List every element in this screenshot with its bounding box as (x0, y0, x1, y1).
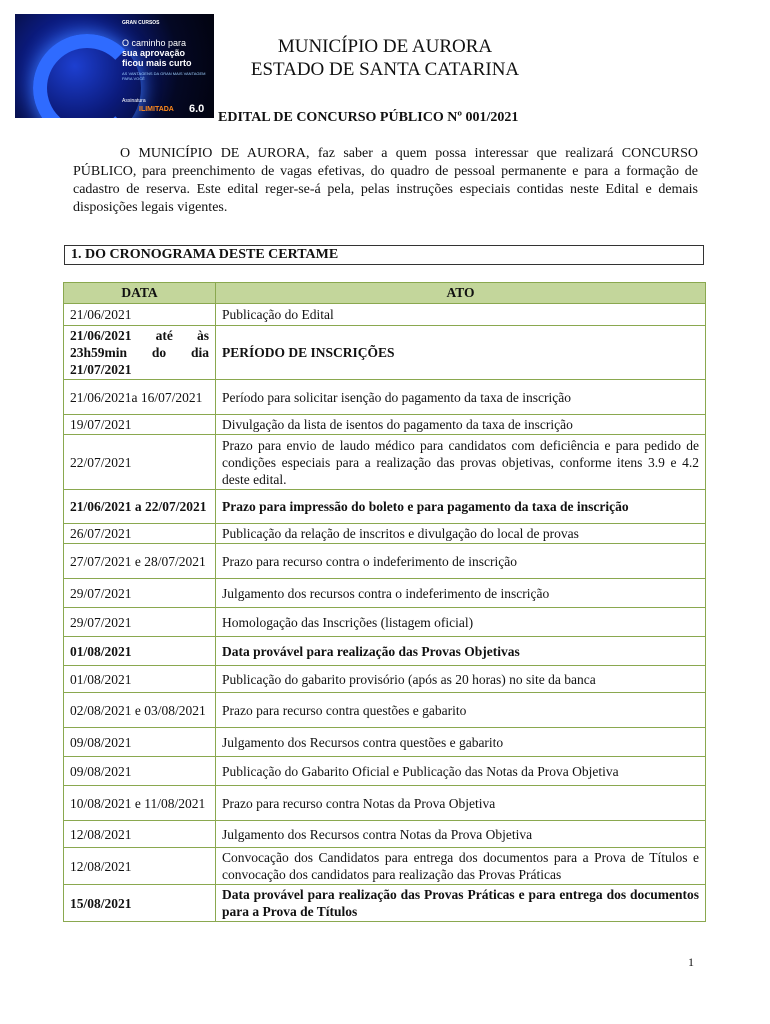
row-act: Julgamento dos recursos contra o indeferimento de inscrição (216, 579, 706, 608)
row-date: 09/08/2021 (64, 757, 216, 786)
row-date: 09/08/2021 (64, 728, 216, 757)
row-act: Julgamento dos Recursos contra Notas da Prova Objetiva (216, 821, 706, 848)
logo-event-line-2: ILIMITADA (139, 106, 174, 113)
row-date: 02/08/2021 e 03/08/2021 (64, 693, 216, 728)
table-row (64, 544, 706, 579)
row-act: Período para solicitar isenção do pagamento da taxa de inscrição (216, 380, 706, 415)
row-act: Prazo para recurso contra questões e gabarito (216, 693, 706, 728)
table-row (64, 304, 706, 326)
row-act: Data provável para realização das Provas Práticas e para entrega dos documentos para a Prova de Títulos (216, 885, 706, 922)
column-header-date: DATA (64, 283, 216, 304)
table-row (64, 608, 706, 637)
table-header-row (64, 283, 706, 304)
row-date: 12/08/2021 (64, 821, 216, 848)
row-act: Prazo para recurso contra Notas da Prova Objetiva (216, 786, 706, 821)
row-act: Publicação do Edital (216, 304, 706, 326)
row-act: Publicação do gabarito provisório (após as 20 horas) no site da banca (216, 666, 706, 693)
table-row (64, 380, 706, 415)
logo-line-3: ficou mais curto (122, 58, 192, 68)
table-row (64, 524, 706, 544)
row-date: 21/06/2021a 16/07/2021 (64, 380, 216, 415)
row-date: 12/08/2021 (64, 848, 216, 885)
logo-brand: GRAN CURSOS (122, 20, 160, 26)
row-act: Prazo para impressão do boleto e para pagamento da taxa de inscrição (216, 490, 706, 524)
logo-line-1: O caminho para (122, 38, 187, 48)
intro-paragraph: O MUNICÍPIO DE AURORA, faz saber a quem possa interessar que realizará CONCURSO PÚBLICO, para preenchimento de vagas efetivas, do quadro de pessoal permanente e para a formação de cadastro de reserva. Este edital reger-se-á pela, pelas instruções especiais contidas neste Edital e demais disposições legais vigentes. (73, 146, 698, 215)
row-date: 01/08/2021 (64, 637, 216, 666)
row-act: Homologação das Inscrições (listagem oficial) (216, 608, 706, 637)
row-date: 27/07/2021 e 28/07/2021 (64, 544, 216, 579)
row-act: Publicação do Gabarito Oficial e Publicação das Notas da Prova Objetiva (216, 757, 706, 786)
schedule-table (63, 282, 706, 922)
table-row (64, 693, 706, 728)
logo-event-line-3: 6.0 (189, 103, 205, 115)
edital-title: EDITAL DE CONCURSO PÚBLICO Nº 001/2021 (218, 110, 519, 125)
table-row (64, 666, 706, 693)
logo-small-text: AS VANTAGENS DA GRAN MAIS VANTAGEM PARA VOCÊ (122, 71, 206, 81)
table-row (64, 415, 706, 435)
row-date: 10/08/2021 e 11/08/2021 (64, 786, 216, 821)
row-act: Convocação dos Candidatos para entrega dos documentos para a Prova de Títulos e convocação dos candidatos para realização das Provas Práticas (216, 848, 706, 885)
table-row (64, 435, 706, 490)
row-date: 26/07/2021 (64, 524, 216, 544)
table-row (64, 490, 706, 524)
row-act: Prazo para envio de laudo médico para candidatos com deficiência e para pedido de condições especiais para a realização das provas objetivas, conforme itens 3.9 e 4.2 deste edital. (216, 435, 706, 490)
section-title: 1. DO CRONOGRAMA DESTE CERTAME (64, 245, 704, 265)
row-date: 29/07/2021 (64, 579, 216, 608)
row-act: Data provável para realização das Provas Objetivas (216, 637, 706, 666)
municipality-title: MUNICÍPIO DE AURORA (277, 36, 493, 57)
row-date: 19/07/2021 (64, 415, 216, 435)
table-row (64, 821, 706, 848)
logo-event-line-1: Assinatura (122, 98, 146, 104)
table-row (64, 579, 706, 608)
row-date: 21/06/2021 até às 23h59min do dia 21/07/2021 (64, 326, 216, 380)
table-row (64, 848, 706, 885)
row-date: 22/07/2021 (64, 435, 216, 490)
row-act: Julgamento dos Recursos contra questões e gabarito (216, 728, 706, 757)
row-act: Divulgação da lista de isentos do pagamento da taxa de inscrição (216, 415, 706, 435)
logo-line-2: sua aprovação (122, 48, 186, 58)
row-date: 29/07/2021 (64, 608, 216, 637)
table-row (64, 728, 706, 757)
page-number: 1 (688, 955, 694, 969)
logo-banner (15, 14, 214, 118)
row-date: 21/06/2021 a 22/07/2021 (64, 490, 216, 524)
row-date: 21/06/2021 (64, 304, 216, 326)
table-row (64, 786, 706, 821)
row-act: Publicação da relação de inscritos e divulgação do local de provas (216, 524, 706, 544)
state-title: ESTADO DE SANTA CATARINA (250, 59, 520, 80)
column-header-act: ATO (216, 283, 706, 304)
table-row (64, 637, 706, 666)
table-row (64, 757, 706, 786)
row-date: 15/08/2021 (64, 885, 216, 922)
table-row (64, 326, 706, 380)
table-row (64, 885, 706, 922)
row-act: Prazo para recurso contra o indeferimento de inscrição (216, 544, 706, 579)
row-act: PERÍODO DE INSCRIÇÕES (216, 326, 706, 380)
row-date: 01/08/2021 (64, 666, 216, 693)
